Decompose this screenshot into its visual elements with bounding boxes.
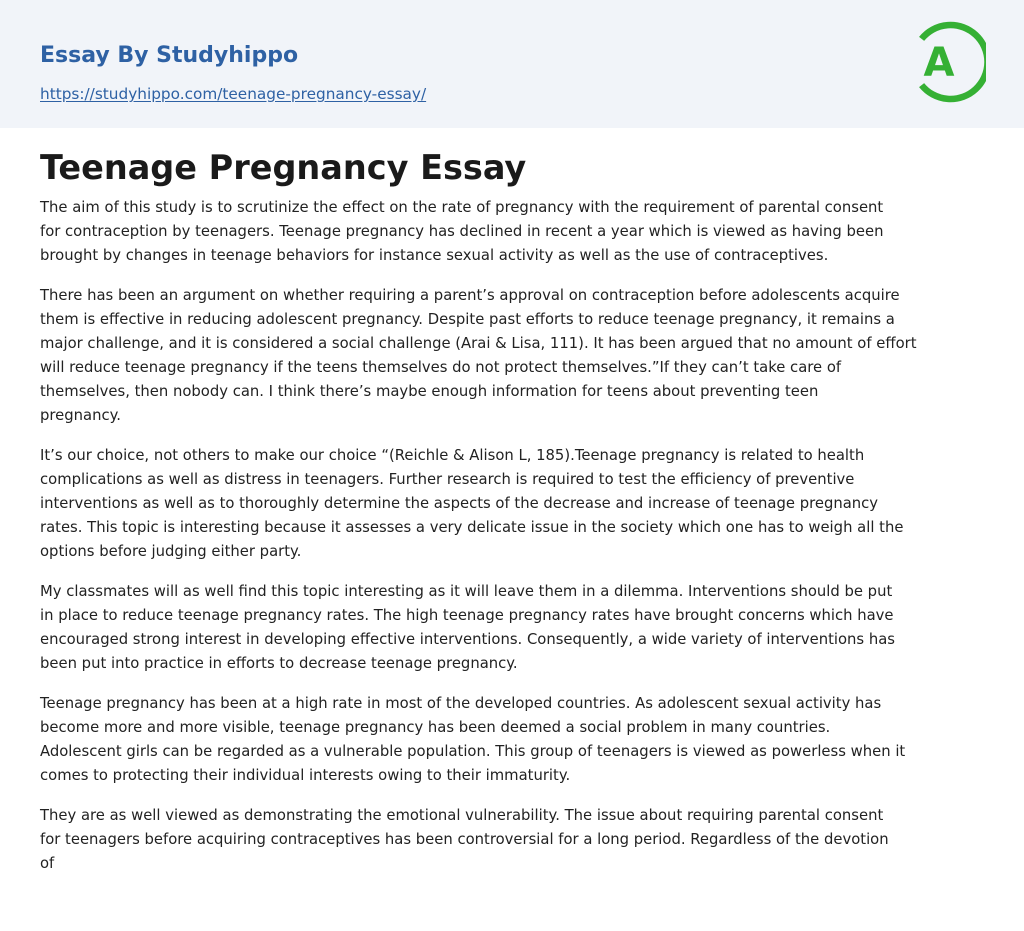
paragraph-line: for teenagers before acquiring contraceptives has been controversial for a long period. Regardless of the devotion [40, 831, 889, 848]
paragraph-line: They are as well viewed as demonstrating the emotional vulnerability. The issue about requiring parental consent [40, 807, 884, 824]
paragraph-line: comes to protecting their individual interests owing to their immaturity. [40, 767, 571, 784]
essay-url-link[interactable]: https://studyhippo.com/teenage-pregnancy-essay/ [40, 85, 427, 103]
paragraph-line: options before judging either party. [40, 543, 302, 560]
paragraph-line: interventions as well as to thoroughly determine the aspects of the decrease and increase of teenage pregnancy [40, 495, 879, 512]
essay-article [40, 146, 988, 876]
essay-paragraph [40, 196, 988, 268]
paragraph-line: complications as well as distress in teenagers. Further research is required to test the efficiency of preventive [40, 471, 855, 488]
paragraph-line: of [40, 855, 55, 872]
paragraph-line: brought by changes in teenage behaviors for instance sexual activity as well as the use of contraceptives. [40, 247, 829, 264]
circle-a-logo-icon[interactable] [910, 18, 986, 106]
paragraph-line: Adolescent girls can be regarded as a vulnerable population. This group of teenagers is viewed as powerless when it [40, 743, 906, 760]
logo-letter: A [923, 40, 955, 86]
paragraph-line: for contraception by teenagers. Teenage pregnancy has declined in recent a year which is viewed as having been [40, 223, 884, 240]
essay-paragraph [40, 804, 988, 876]
essay-paragraph [40, 580, 988, 676]
paragraph-line: rates. This topic is interesting because it assesses a very delicate issue in the society which one has to weigh all the [40, 519, 904, 536]
paragraph-line: become more and more visible, teenage pregnancy has been deemed a social problem in many countries. [40, 719, 831, 736]
paragraph-line: pregnancy. [40, 407, 121, 424]
paragraph-line: themselves, then nobody can. I think there’s maybe enough information for teens about preventing teen [40, 383, 819, 400]
paragraph-line: My classmates will as well find this topic interesting as it will leave them in a dilemma. Interventions should be put [40, 583, 893, 600]
paragraph-line: encouraged strong interest in developing effective interventions. Consequently, a wide variety of interventions has [40, 631, 896, 648]
paragraph-line: major challenge, and it is considered a social challenge (Arai & Lisa, 111). It has been argued that no amount of effort [40, 335, 917, 352]
page-title: Teenage Pregnancy Essay [40, 148, 527, 187]
paragraph-line: It’s our choice, not others to make our choice “(Reichle & Alison L, 185).Teenage pregnancy is related to health [40, 447, 865, 464]
essay-paragraph [40, 444, 988, 564]
site-header [0, 0, 1024, 128]
essay-paragraph [40, 692, 988, 788]
brand-title[interactable]: Essay By Studyhippo [40, 43, 299, 68]
paragraph-line: them is effective in reducing adolescent pregnancy. Despite past efforts to reduce teenage pregnancy, it remains a [40, 311, 895, 328]
essay-paragraph [40, 284, 988, 428]
paragraph-line: been put into practice in efforts to decrease teenage pregnancy. [40, 655, 518, 672]
paragraph-line: in place to reduce teenage pregnancy rates. The high teenage pregnancy rates have brought concerns which have [40, 607, 894, 624]
paragraph-line: Teenage pregnancy has been at a high rate in most of the developed countries. As adolescent sexual activity has [40, 695, 882, 712]
essay-body [40, 196, 988, 876]
paragraph-line: will reduce teenage pregnancy if the teens themselves do not protect themselves.”If they can’t take care of [40, 359, 842, 376]
paragraph-line: The aim of this study is to scrutinize the effect on the rate of pregnancy with the requirement of parental consent [40, 199, 884, 216]
paragraph-line: There has been an argument on whether requiring a parent’s approval on contraception before adolescents acquire [40, 287, 900, 304]
